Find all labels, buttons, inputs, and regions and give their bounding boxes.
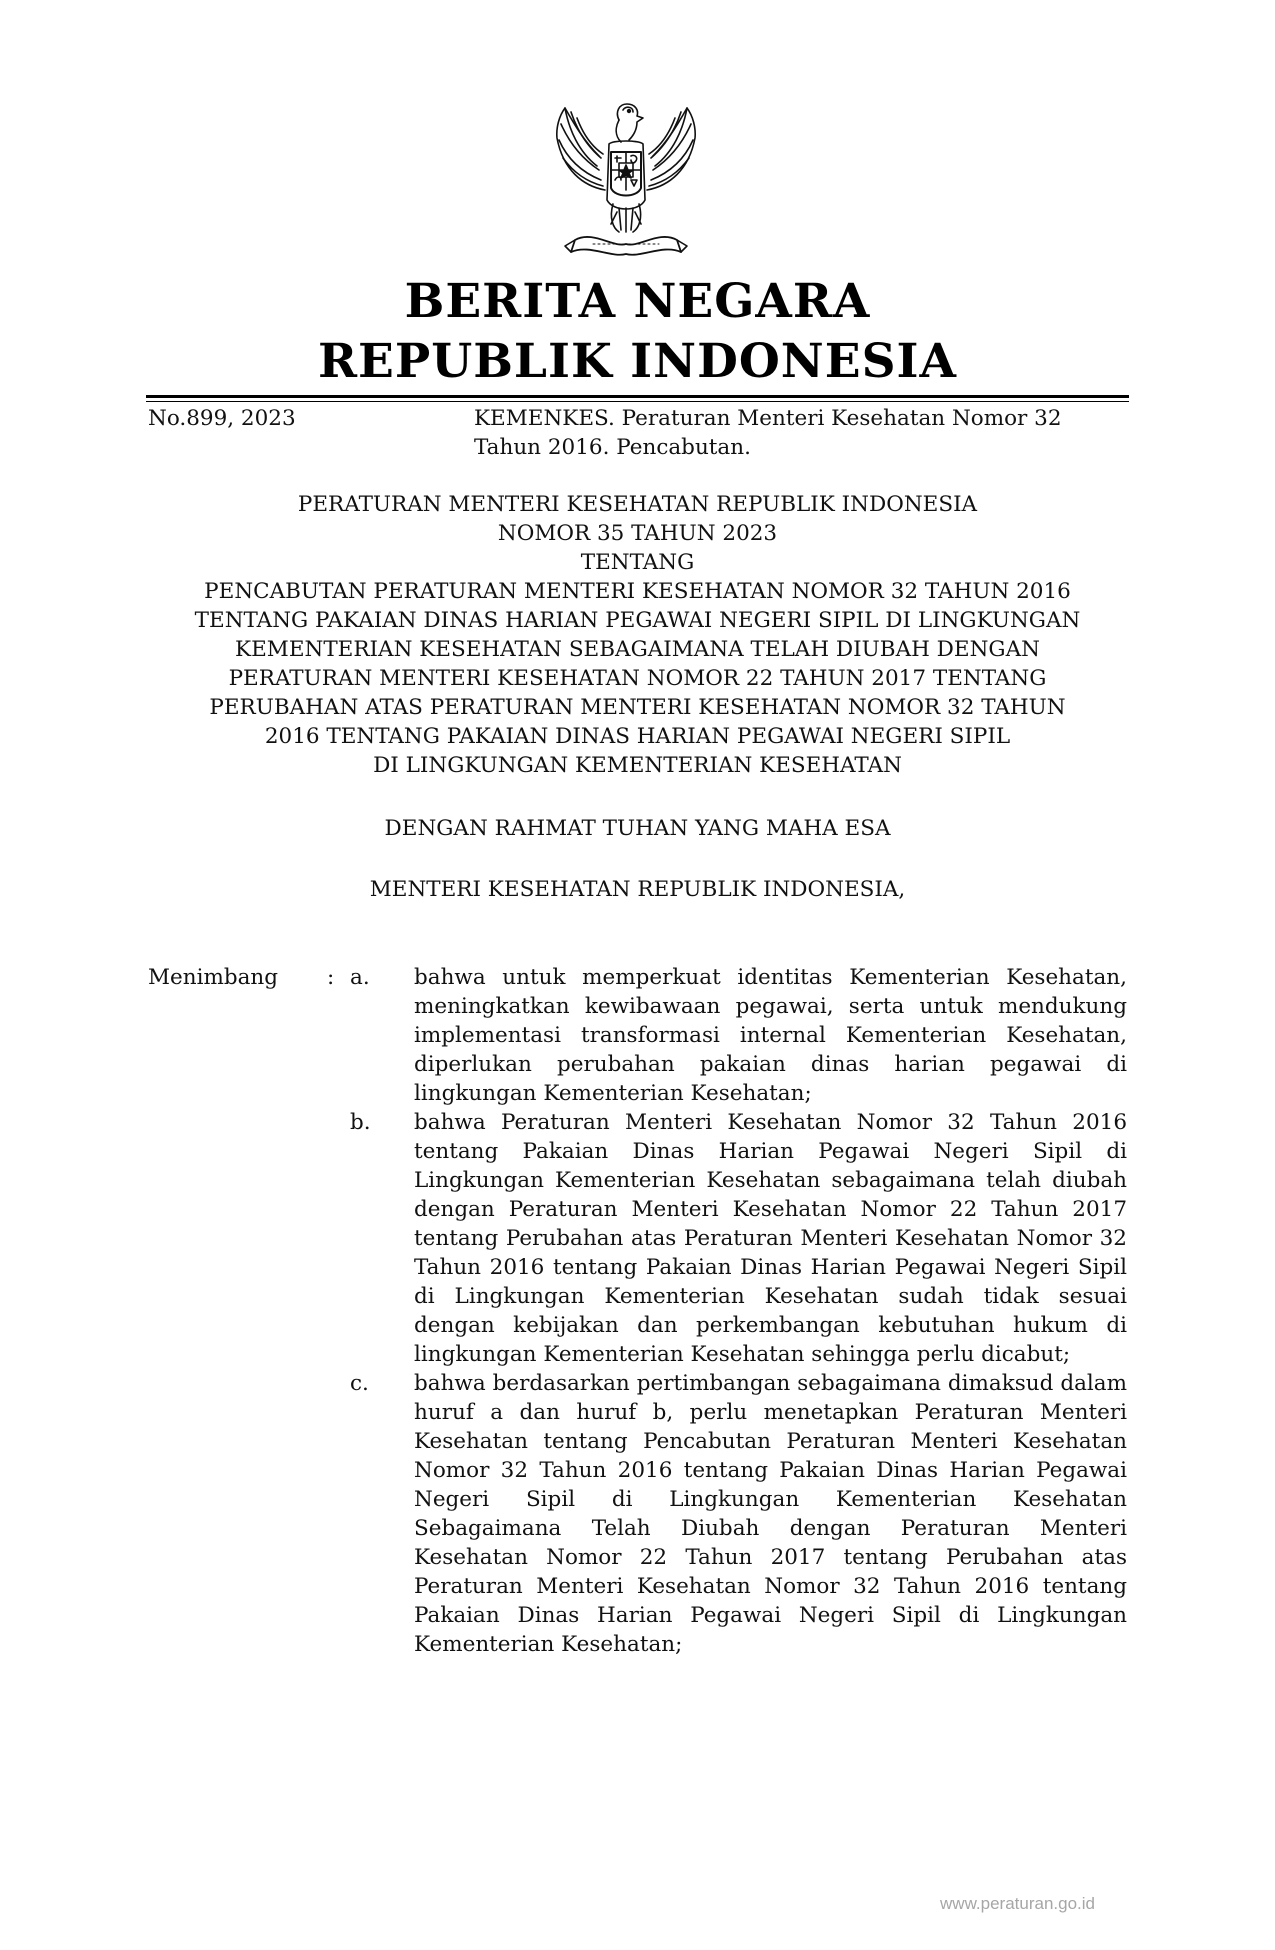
item-letter: c.: [350, 1371, 369, 1396]
heading-line: PERATURAN MENTERI KESEHATAN REPUBLIK INDONESIA: [297, 492, 978, 517]
masthead-rule-thick: [146, 395, 1129, 398]
invocation: DENGAN RAHMAT TUHAN YANG MAHA ESA: [384, 816, 891, 841]
item-text: bahwa Peraturan Menteri Kesehatan Nomor 32 Tahun 2016 tentang Pakaian Dinas Harian Pegawai Negeri Sipil di Lingkungan Kementerian Kesehatan sebagaimana telah diubah dengan Peraturan Menteri Kesehatan Nomor 22 Tahun 2017 tentang Perubahan atas Peraturan Menteri Kesehatan Nomor 32 Tahun 2016 tentang Pakaian Dinas Harian Pegawai Negeri Sipil di Lingkungan Kementerian Kesehatan sudah tidak sesuai dengan kebijakan dan perkembangan kebutuhan hukum di lingkungan Kementerian Kesehatan sehingga perlu dicabut;: [414, 1110, 1127, 1367]
menimbang-label: Menimbang: [148, 965, 279, 990]
heading-line: TENTANG: [580, 550, 695, 575]
minister-title: MENTERI KESEHATAN REPUBLIK INDONESIA,: [369, 877, 906, 902]
gazette-number: No.899, 2023: [148, 406, 296, 431]
menimbang-item-c: [350, 1369, 1140, 1659]
menimbang-item-b: [350, 1108, 1140, 1369]
heading-line: DI LINGKUNGAN KEMENTERIAN KESEHATAN: [373, 753, 902, 778]
masthead-subtitle: REPUBLIK INDONESIA: [317, 334, 957, 389]
source-watermark: www.peraturan.go.id: [940, 1894, 1095, 1913]
heading-line: PENCABUTAN PERATURAN MENTERI KESEHATAN NOMOR 32 TAHUN 2016: [204, 579, 1071, 604]
item-text: bahwa berdasarkan pertimbangan sebagaimana dimaksud dalam huruf a dan huruf b, perlu menetapkan Peraturan Menteri Kesehatan tentang Pencabutan Peraturan Menteri Kesehatan Nomor 32 Tahun 2016 tentang Pakaian Dinas Harian Pegawai Negeri Sipil di Lingkungan Kementerian Kesehatan Sebagaimana Telah Diubah dengan Peraturan Menteri Kesehatan Nomor 22 Tahun 2017 tentang Perubahan atas Peraturan Menteri Kesehatan Nomor 32 Tahun 2016 tentang Pakaian Dinas Harian Pegawai Negeri Sipil di Lingkungan Kementerian Kesehatan;: [414, 1371, 1127, 1657]
gazette-summary: KEMENKES. Peraturan Menteri Kesehatan Nomor 32 Tahun 2016. Pencabutan.: [474, 406, 1062, 460]
menimbang-item-a: [350, 963, 1140, 1108]
masthead-title: BERITA NEGARA: [404, 274, 871, 329]
item-letter: b.: [350, 1110, 371, 1135]
heading-line: 2016 TENTANG PAKAIAN DINAS HARIAN PEGAWAI NEGERI SIPIL: [264, 724, 1011, 749]
heading-line: TENTANG PAKAIAN DINAS HARIAN PEGAWAI NEGERI SIPIL DI LINGKUNGAN: [194, 608, 1081, 633]
heading-line: PERATURAN MENTERI KESEHATAN NOMOR 22 TAHUN 2017 TENTANG: [228, 666, 1047, 691]
heading-line: KEMENTERIAN KESEHATAN SEBAGAIMANA TELAH DIUBAH DENGAN: [235, 637, 1040, 662]
masthead-rule-thin: [146, 401, 1129, 402]
menimbang-items: [350, 963, 1140, 1659]
menimbang-separator: :: [327, 965, 335, 990]
regulation-heading: [120, 490, 1155, 780]
garuda-emblem-icon: [553, 100, 699, 260]
heading-line: PERUBAHAN ATAS PERATURAN MENTERI KESEHATAN NOMOR 32 TAHUN: [209, 695, 1066, 720]
item-text: bahwa untuk memperkuat identitas Kementerian Kesehatan, meningkatkan kewibawaan pegawai, serta untuk mendukung implementasi transformasi internal Kementerian Kesehatan, diperlukan perubahan pakaian dinas harian pegawai di lingkungan Kementerian Kesehatan;: [414, 965, 1127, 1106]
item-letter: a.: [350, 965, 370, 990]
heading-line: NOMOR 35 TAHUN 2023: [497, 521, 778, 546]
